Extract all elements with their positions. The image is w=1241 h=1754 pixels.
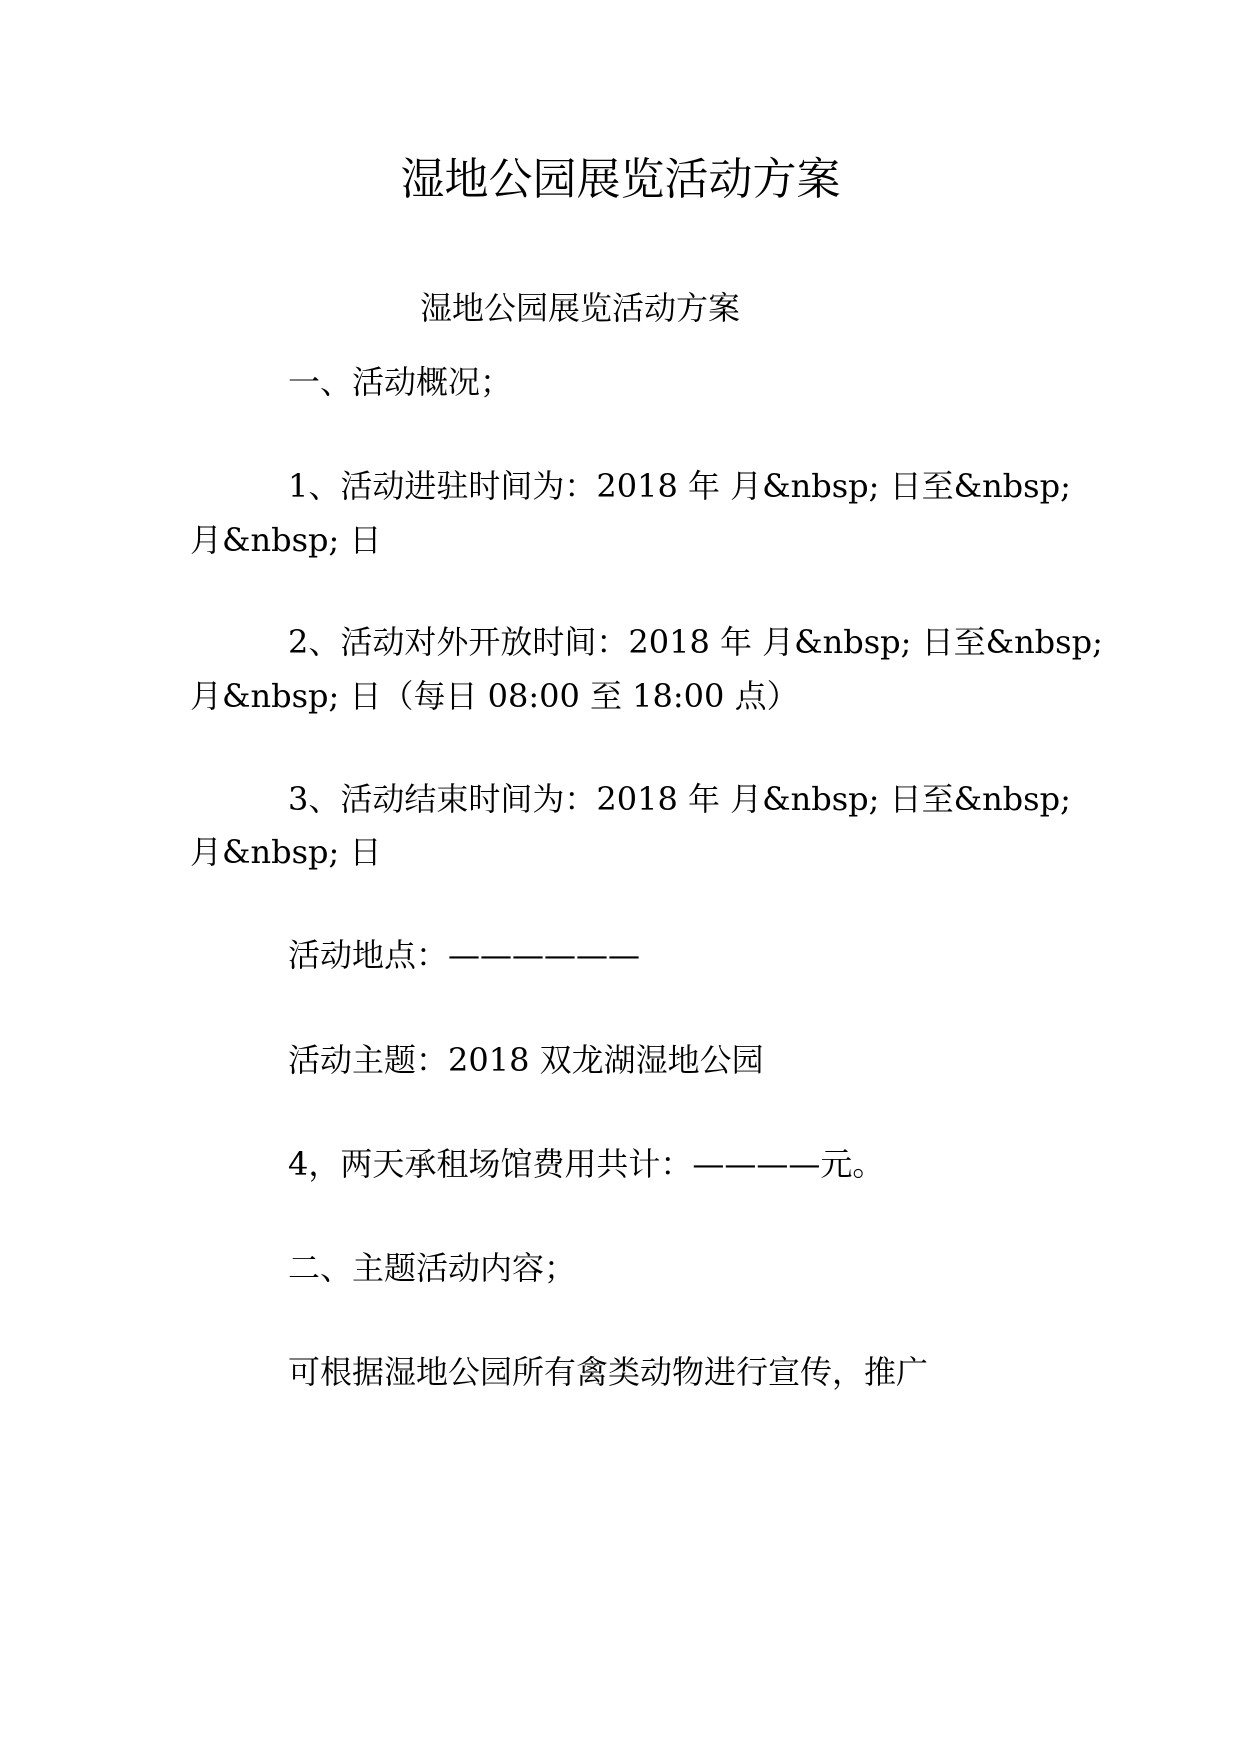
item-3-line-2: 月&nbsp; 日 [190, 833, 382, 871]
item-2-line-2: 月&nbsp; 日（每日 08:00 至 18:00 点） [190, 677, 799, 715]
section-2-heading: 二、主题活动内容； [288, 1249, 577, 1287]
item-2-line-1: 2、活动对外开放时间：2018 年 月&nbsp; 日至&nbsp; [288, 623, 1103, 661]
section-1-heading: 一、活动概况； [288, 363, 513, 401]
item-3-line-1: 3、活动结束时间为：2018 年 月&nbsp; 日至&nbsp; [288, 780, 1071, 818]
item-4-venue-fee: 4，两天承租场馆费用共计：————元。 [288, 1145, 885, 1183]
document-title: 湿地公园展览活动方案 [400, 154, 841, 205]
content-paragraph: 可根据湿地公园所有禽类动物进行宣传，推广 [288, 1353, 929, 1391]
item-1-line-2: 月&nbsp; 日 [190, 521, 382, 559]
document-subtitle: 湿地公园展览活动方案 [420, 289, 741, 327]
activity-location: 活动地点：—————— [288, 936, 641, 974]
item-1-line-1: 1、活动进驻时间为：2018 年 月&nbsp; 日至&nbsp; [288, 467, 1071, 505]
activity-theme: 活动主题：2018 双龙湖湿地公园 [288, 1041, 764, 1079]
